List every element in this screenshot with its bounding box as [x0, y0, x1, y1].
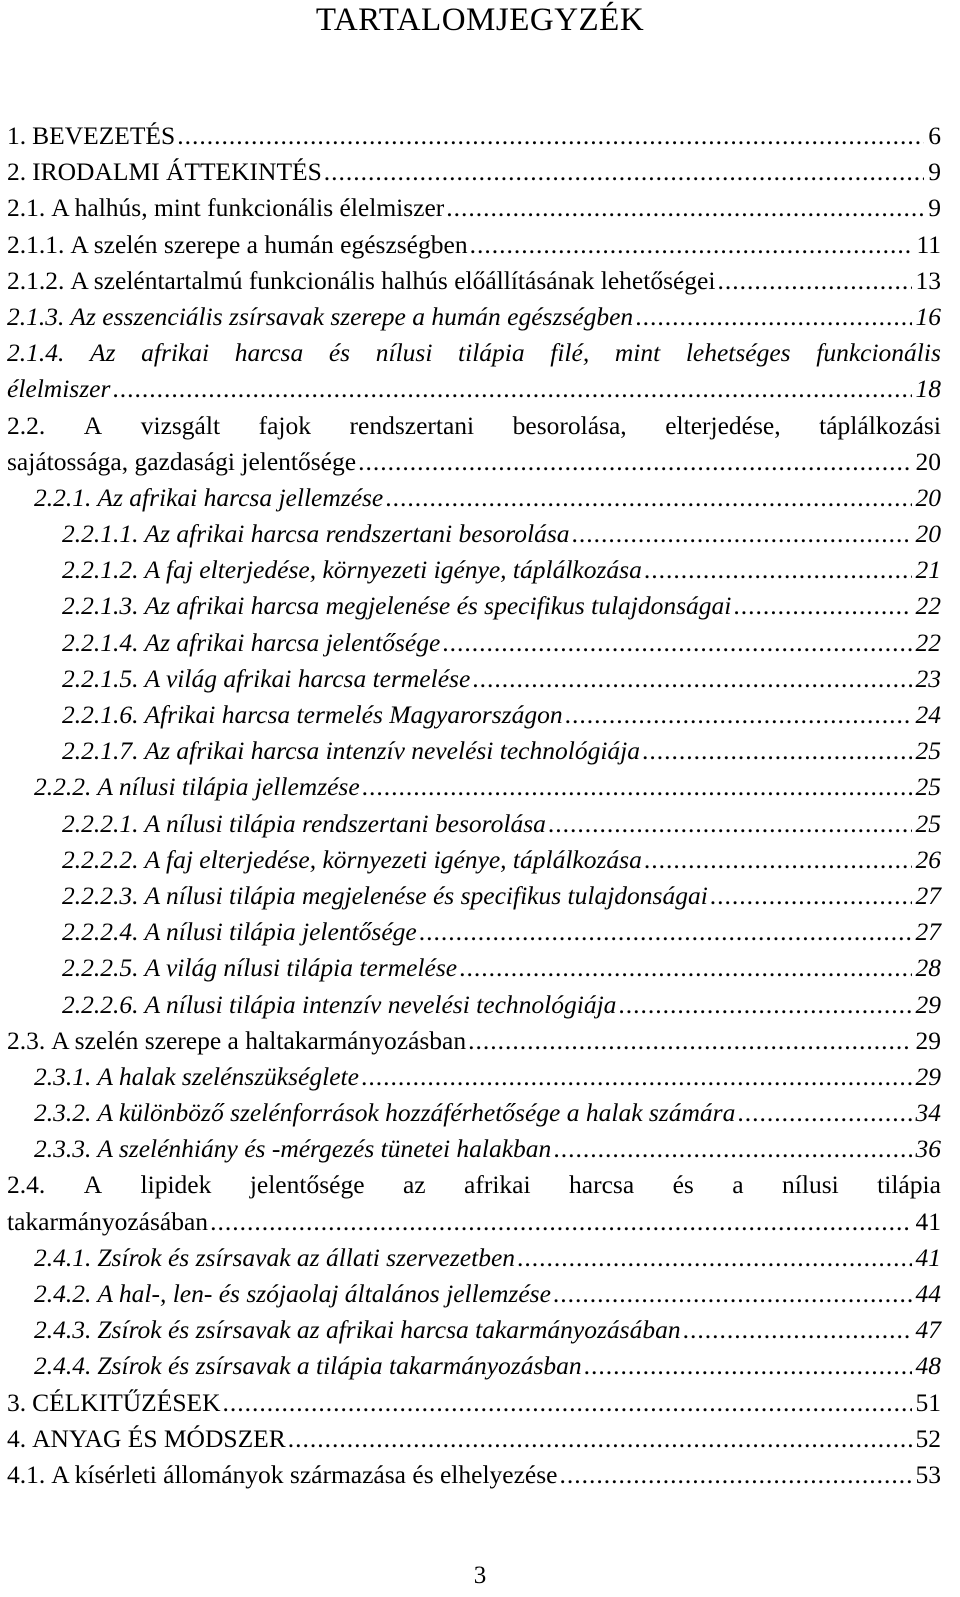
toc-entry-number: 4.1.	[7, 1459, 46, 1489]
toc-entry-number: 2.2.2.2.	[62, 844, 139, 874]
toc-entry-word: fajok	[258, 410, 311, 440]
toc-entry-page: 9	[928, 193, 941, 223]
dot-leader	[683, 1312, 912, 1348]
toc-entry-number: 2.4.4.	[34, 1351, 92, 1381]
toc-entry-number: 2.	[7, 157, 27, 187]
toc-entry-page: 28	[915, 953, 941, 983]
toc-entry-label: A kísérleti állományok származása és elhelyezése	[51, 1459, 558, 1489]
toc-entry-number: 2.3.	[7, 1025, 46, 1055]
toc-entry-number: 2.4.2.	[34, 1279, 92, 1308]
toc-entry[interactable]	[7, 1421, 941, 1457]
toc-entry-label: A faj elterjedése, környezeti igénye, táplálkozása	[144, 844, 642, 874]
toc-entry-number: 2.2.1.2.	[62, 555, 139, 585]
dot-leader	[517, 1240, 911, 1276]
toc-entry[interactable]	[7, 480, 941, 516]
toc-entry-label: élelmiszer	[7, 374, 111, 404]
dot-leader	[584, 1348, 912, 1384]
toc-entry-word: nílusi	[375, 338, 433, 368]
toc-entry-line[interactable]	[7, 335, 941, 371]
toc-entry-label: IRODALMI ÁTTEKINTÉS	[32, 157, 322, 187]
toc-entry-page: 26	[915, 844, 941, 874]
toc-entry-number: 2.2.1.6.	[62, 700, 139, 729]
toc-entry-number: 2.2.1.4.	[62, 627, 139, 657]
toc-entry-page: 29	[915, 989, 941, 1019]
toc-entry-number: 2.2.1.	[34, 482, 92, 512]
toc-entry-label: A nílusi tilápia megjelenése és specifikus tulajdonságai	[144, 880, 708, 910]
dot-leader	[442, 625, 911, 661]
dot-leader	[470, 227, 913, 263]
toc-entry-label: A szelénhiány és -mérgezés tünetei halakban	[97, 1134, 552, 1164]
toc-entry-page: 20	[915, 446, 941, 476]
toc-entry-page: 34	[915, 1098, 941, 1128]
toc-entry-number: 2.1.3.	[7, 301, 65, 331]
dot-leader	[223, 1385, 912, 1421]
toc-entry-word: táplálkozási	[819, 410, 941, 440]
toc-entry-page: 21	[915, 555, 941, 585]
toc-entry-number: 4.	[7, 1423, 27, 1453]
toc-entry-label: Zsírok és zsírsavak a tilápia takarmányozásban	[97, 1351, 582, 1381]
toc-entry[interactable]	[7, 842, 941, 878]
toc-entry[interactable]	[7, 1348, 941, 1384]
toc-entry-word: besorolása,	[512, 410, 627, 440]
toc-entry-word: a	[732, 1170, 744, 1200]
dot-leader	[112, 371, 911, 407]
toc-entry[interactable]	[7, 878, 941, 914]
toc-entry-page: 11	[916, 229, 941, 259]
dot-leader	[419, 914, 912, 950]
toc-entry[interactable]	[7, 118, 941, 154]
toc-entry-word: tilápia	[458, 338, 525, 368]
toc-entry[interactable]	[7, 914, 941, 950]
dot-leader	[361, 1059, 912, 1095]
toc-entry[interactable]	[7, 1059, 941, 1095]
toc-entry-line[interactable]	[7, 408, 941, 444]
dot-leader	[468, 1023, 911, 1059]
toc-entry-page: 22	[915, 591, 941, 621]
dot-leader	[210, 1204, 911, 1240]
toc-entry-page: 25	[915, 808, 941, 838]
toc-entry-word: Az	[90, 338, 116, 368]
dot-leader	[553, 1276, 912, 1312]
toc-entry-page: 36	[915, 1134, 941, 1164]
toc-entry-label: Zsírok és zsírsavak az állati szervezetben	[97, 1242, 516, 1272]
toc-entry-word: rendszertani	[349, 410, 475, 440]
toc-entry-number: 2.2.1.1.	[62, 519, 139, 549]
toc-entry-page: 16	[915, 301, 941, 331]
dot-leader	[733, 588, 911, 624]
toc-entry-word: harcsa	[569, 1170, 635, 1200]
dot-leader	[644, 842, 912, 878]
toc-entry-word: filé,	[550, 338, 590, 368]
toc-entry-label: BEVEZETÉS	[32, 121, 176, 150]
dot-leader	[472, 661, 911, 697]
toc-entry-number: 2.2.2.1.	[62, 808, 139, 838]
toc-entry-number: 2.4.3.	[34, 1315, 92, 1345]
toc-entry-label: A nílusi tilápia intenzív nevelési technológiája	[144, 989, 617, 1019]
toc-entry-label: A faj elterjedése, környezeti igénye, táplálkozása	[144, 555, 642, 585]
toc-entry-number: 2.4.1.	[34, 1242, 92, 1272]
dot-leader	[710, 878, 912, 914]
dot-leader	[717, 263, 911, 299]
toc-entry-label: A szelén szerepe a humán egészségben	[70, 229, 468, 259]
dot-leader	[644, 552, 912, 588]
toc-entry[interactable]	[7, 625, 941, 661]
toc-entry[interactable]	[7, 1385, 941, 1421]
toc-entry-number: 2.4.	[7, 1170, 46, 1200]
toc-entry-label: A világ afrikai harcsa termelése	[144, 663, 471, 693]
toc-entry[interactable]	[7, 697, 941, 733]
toc-entry-word: afrikai	[141, 338, 210, 368]
toc-entry-label: Az esszenciális zsírsavak szerepe a humán egészségben	[70, 301, 634, 331]
toc-entry-word: az	[402, 1170, 426, 1200]
toc-entry-word: A	[83, 410, 103, 440]
toc-entry[interactable]	[7, 1240, 941, 1276]
toc-entry[interactable]	[7, 661, 941, 697]
toc-entry[interactable]	[7, 552, 941, 588]
toc-entry-word: harcsa	[234, 338, 304, 368]
dot-leader	[737, 1095, 911, 1131]
toc-entry-word: elterjedése,	[665, 410, 781, 440]
toc-entry-page: 22	[915, 627, 941, 657]
toc-entry[interactable]	[7, 1312, 941, 1348]
dot-leader	[446, 190, 924, 226]
dot-leader	[548, 806, 912, 842]
toc-entry-number: 2.3.3.	[34, 1134, 92, 1164]
toc-entry-line[interactable]	[7, 1167, 941, 1203]
toc-entry-word: lehetséges	[685, 338, 791, 368]
toc-entry-label: A nílusi tilápia rendszertani besorolása	[144, 808, 546, 838]
dot-leader	[618, 987, 911, 1023]
toc-entry[interactable]	[7, 371, 941, 407]
toc-entry-page: 6	[928, 121, 941, 150]
dot-leader	[572, 516, 912, 552]
toc-entry-number: 2.1.1.	[7, 229, 65, 259]
toc-entry-page: 27	[915, 917, 941, 947]
toc-entry[interactable]	[7, 516, 941, 552]
toc-entry-page: 53	[915, 1459, 941, 1489]
toc-entry-number: 1.	[7, 121, 27, 150]
toc-entry-number: 2.2.2.	[34, 772, 92, 802]
toc-entry-number: 2.3.2.	[34, 1098, 92, 1128]
toc-entry-page: 29	[915, 1061, 941, 1091]
toc-entry[interactable]	[7, 806, 941, 842]
toc-entry-page: 23	[915, 663, 941, 693]
toc-entry-label: CÉLKITŰZÉSEK	[32, 1387, 221, 1417]
toc-entry[interactable]	[7, 299, 941, 335]
toc-entry-page: 9	[928, 157, 941, 187]
toc-entry-number: 2.1.2.	[7, 265, 65, 295]
toc-entry-number: 2.2.2.6.	[62, 989, 139, 1019]
toc-entry-page: 41	[915, 1206, 941, 1236]
toc-entry[interactable]	[7, 1276, 941, 1312]
toc-entry-label: Az afrikai harcsa rendszertani besorolása	[144, 519, 570, 549]
toc-entry-label: sajátossága, gazdasági jelentősége	[7, 446, 357, 476]
toc-entry-page: 41	[915, 1242, 941, 1272]
toc-entry[interactable]	[7, 190, 941, 226]
toc-entry[interactable]	[7, 1457, 941, 1493]
toc-entry-word: és	[672, 1170, 694, 1200]
toc-entry-word: A	[83, 1170, 103, 1200]
dot-leader	[642, 733, 912, 769]
toc-entry-word: jelentősége	[249, 1170, 365, 1200]
toc-entry-label: ANYAG ÉS MÓDSZER	[32, 1423, 286, 1453]
toc-entry-page: 51	[915, 1387, 941, 1417]
toc-entry-label: Az afrikai harcsa megjelenése és specifikus tulajdonságai	[144, 591, 732, 621]
dot-leader	[635, 299, 911, 335]
toc-entry-label: takarmányozásában	[7, 1206, 209, 1236]
dot-leader	[288, 1421, 912, 1457]
toc-entry[interactable]	[7, 769, 941, 805]
toc-entry-word: tilápia	[877, 1170, 941, 1200]
toc-entry-label: Az afrikai harcsa jellemzése	[97, 482, 384, 512]
toc-entry-page: 25	[915, 772, 941, 802]
toc-entry-label: A nílusi tilápia jelentősége	[144, 917, 417, 947]
dot-leader	[459, 950, 911, 986]
dot-leader	[362, 769, 912, 805]
toc-entry-number: 2.2.1.3.	[62, 591, 139, 621]
toc-entry-label: Az afrikai harcsa intenzív nevelési technológiája	[144, 736, 640, 766]
toc-entry-word: vizsgált	[140, 410, 221, 440]
toc-entry-page: 47	[915, 1315, 941, 1345]
toc-entry-word: funkcionális	[816, 338, 941, 368]
toc-entry-page: 25	[915, 736, 941, 766]
toc-entry[interactable]	[7, 1204, 941, 1240]
toc-entry-word: és	[328, 338, 351, 368]
toc-entry[interactable]	[7, 950, 941, 986]
toc-entry-number: 2.3.1.	[34, 1061, 92, 1091]
toc-entry[interactable]	[7, 154, 941, 190]
toc-entry[interactable]	[7, 227, 941, 263]
toc-entry[interactable]	[7, 1095, 941, 1131]
page-number: 3	[473, 1562, 487, 1589]
toc-entry-label: A nílusi tilápia jellemzése	[97, 772, 360, 802]
toc-entry-number: 2.2.1.5.	[62, 663, 139, 693]
toc-entry-page: 24	[915, 700, 941, 729]
toc-entry[interactable]	[7, 1131, 941, 1167]
toc-entry-page: 52	[915, 1423, 941, 1453]
toc-entry-number: 2.2.2.5.	[62, 953, 139, 983]
dot-leader	[358, 444, 911, 480]
page-title: TARTALOMJEGYZÉK	[315, 2, 645, 38]
toc-entry-number: 2.1.	[7, 193, 46, 223]
toc-entry-page: 44	[915, 1279, 941, 1308]
toc-entry-label: A halak szelénszükséglete	[97, 1061, 359, 1091]
dot-leader	[565, 697, 912, 733]
toc-entry-page: 20	[915, 519, 941, 549]
toc-entry[interactable]	[7, 987, 941, 1023]
toc-entry-page: 18	[915, 374, 941, 404]
toc-entry-number: 2.2.	[7, 410, 46, 440]
toc-entry-word: lipidek	[140, 1170, 212, 1200]
toc-entry-label: A szelén szerepe a haltakarmányozásban	[51, 1025, 467, 1055]
table-of-contents	[7, 118, 941, 1493]
toc-entry-label: Afrikai harcsa termelés Magyarországon	[144, 700, 563, 729]
toc-entry-label: A hal-, len- és szójaolaj általános jellemzése	[97, 1279, 551, 1308]
toc-entry-label: A különböző szelénforrások hozzáférhetősége a halak számára	[97, 1098, 736, 1128]
toc-entry-number: 2.2.1.7.	[62, 736, 139, 766]
toc-entry-label: A szeléntartalmú funkcionális halhús előállításának lehetőségei	[70, 265, 716, 295]
toc-entry-label: Zsírok és zsírsavak az afrikai harcsa takarmányozásában	[97, 1315, 681, 1345]
toc-entry-label: A világ nílusi tilápia termelése	[144, 953, 458, 983]
toc-entry[interactable]	[7, 588, 941, 624]
toc-entry-number: 2.2.2.3.	[62, 880, 139, 910]
toc-entry-page: 13	[915, 265, 941, 295]
toc-entry-page: 29	[915, 1025, 941, 1055]
toc-entry-word: afrikai	[464, 1170, 531, 1200]
toc-entry-number: 3.	[7, 1387, 27, 1417]
toc-entry-label: Az afrikai harcsa jelentősége	[144, 627, 441, 657]
dot-leader	[177, 118, 924, 154]
toc-entry[interactable]	[7, 1023, 941, 1059]
dot-leader	[324, 154, 924, 190]
toc-entry-page: 48	[915, 1351, 941, 1381]
dot-leader	[553, 1131, 911, 1167]
toc-entry[interactable]	[7, 263, 941, 299]
toc-entry-label: A halhús, mint funkcionális élelmiszer	[51, 193, 445, 223]
toc-entry-word: nílusi	[782, 1170, 839, 1200]
toc-entry-number: 2.2.2.4.	[62, 917, 139, 947]
toc-entry[interactable]	[7, 444, 941, 480]
toc-entry-page: 27	[915, 880, 941, 910]
toc-entry-number: 2.1.4.	[7, 338, 65, 368]
dot-leader	[385, 480, 911, 516]
dot-leader	[560, 1457, 912, 1493]
toc-entry[interactable]	[7, 733, 941, 769]
toc-entry-word: mint	[614, 338, 661, 368]
toc-entry-page: 20	[915, 482, 941, 512]
